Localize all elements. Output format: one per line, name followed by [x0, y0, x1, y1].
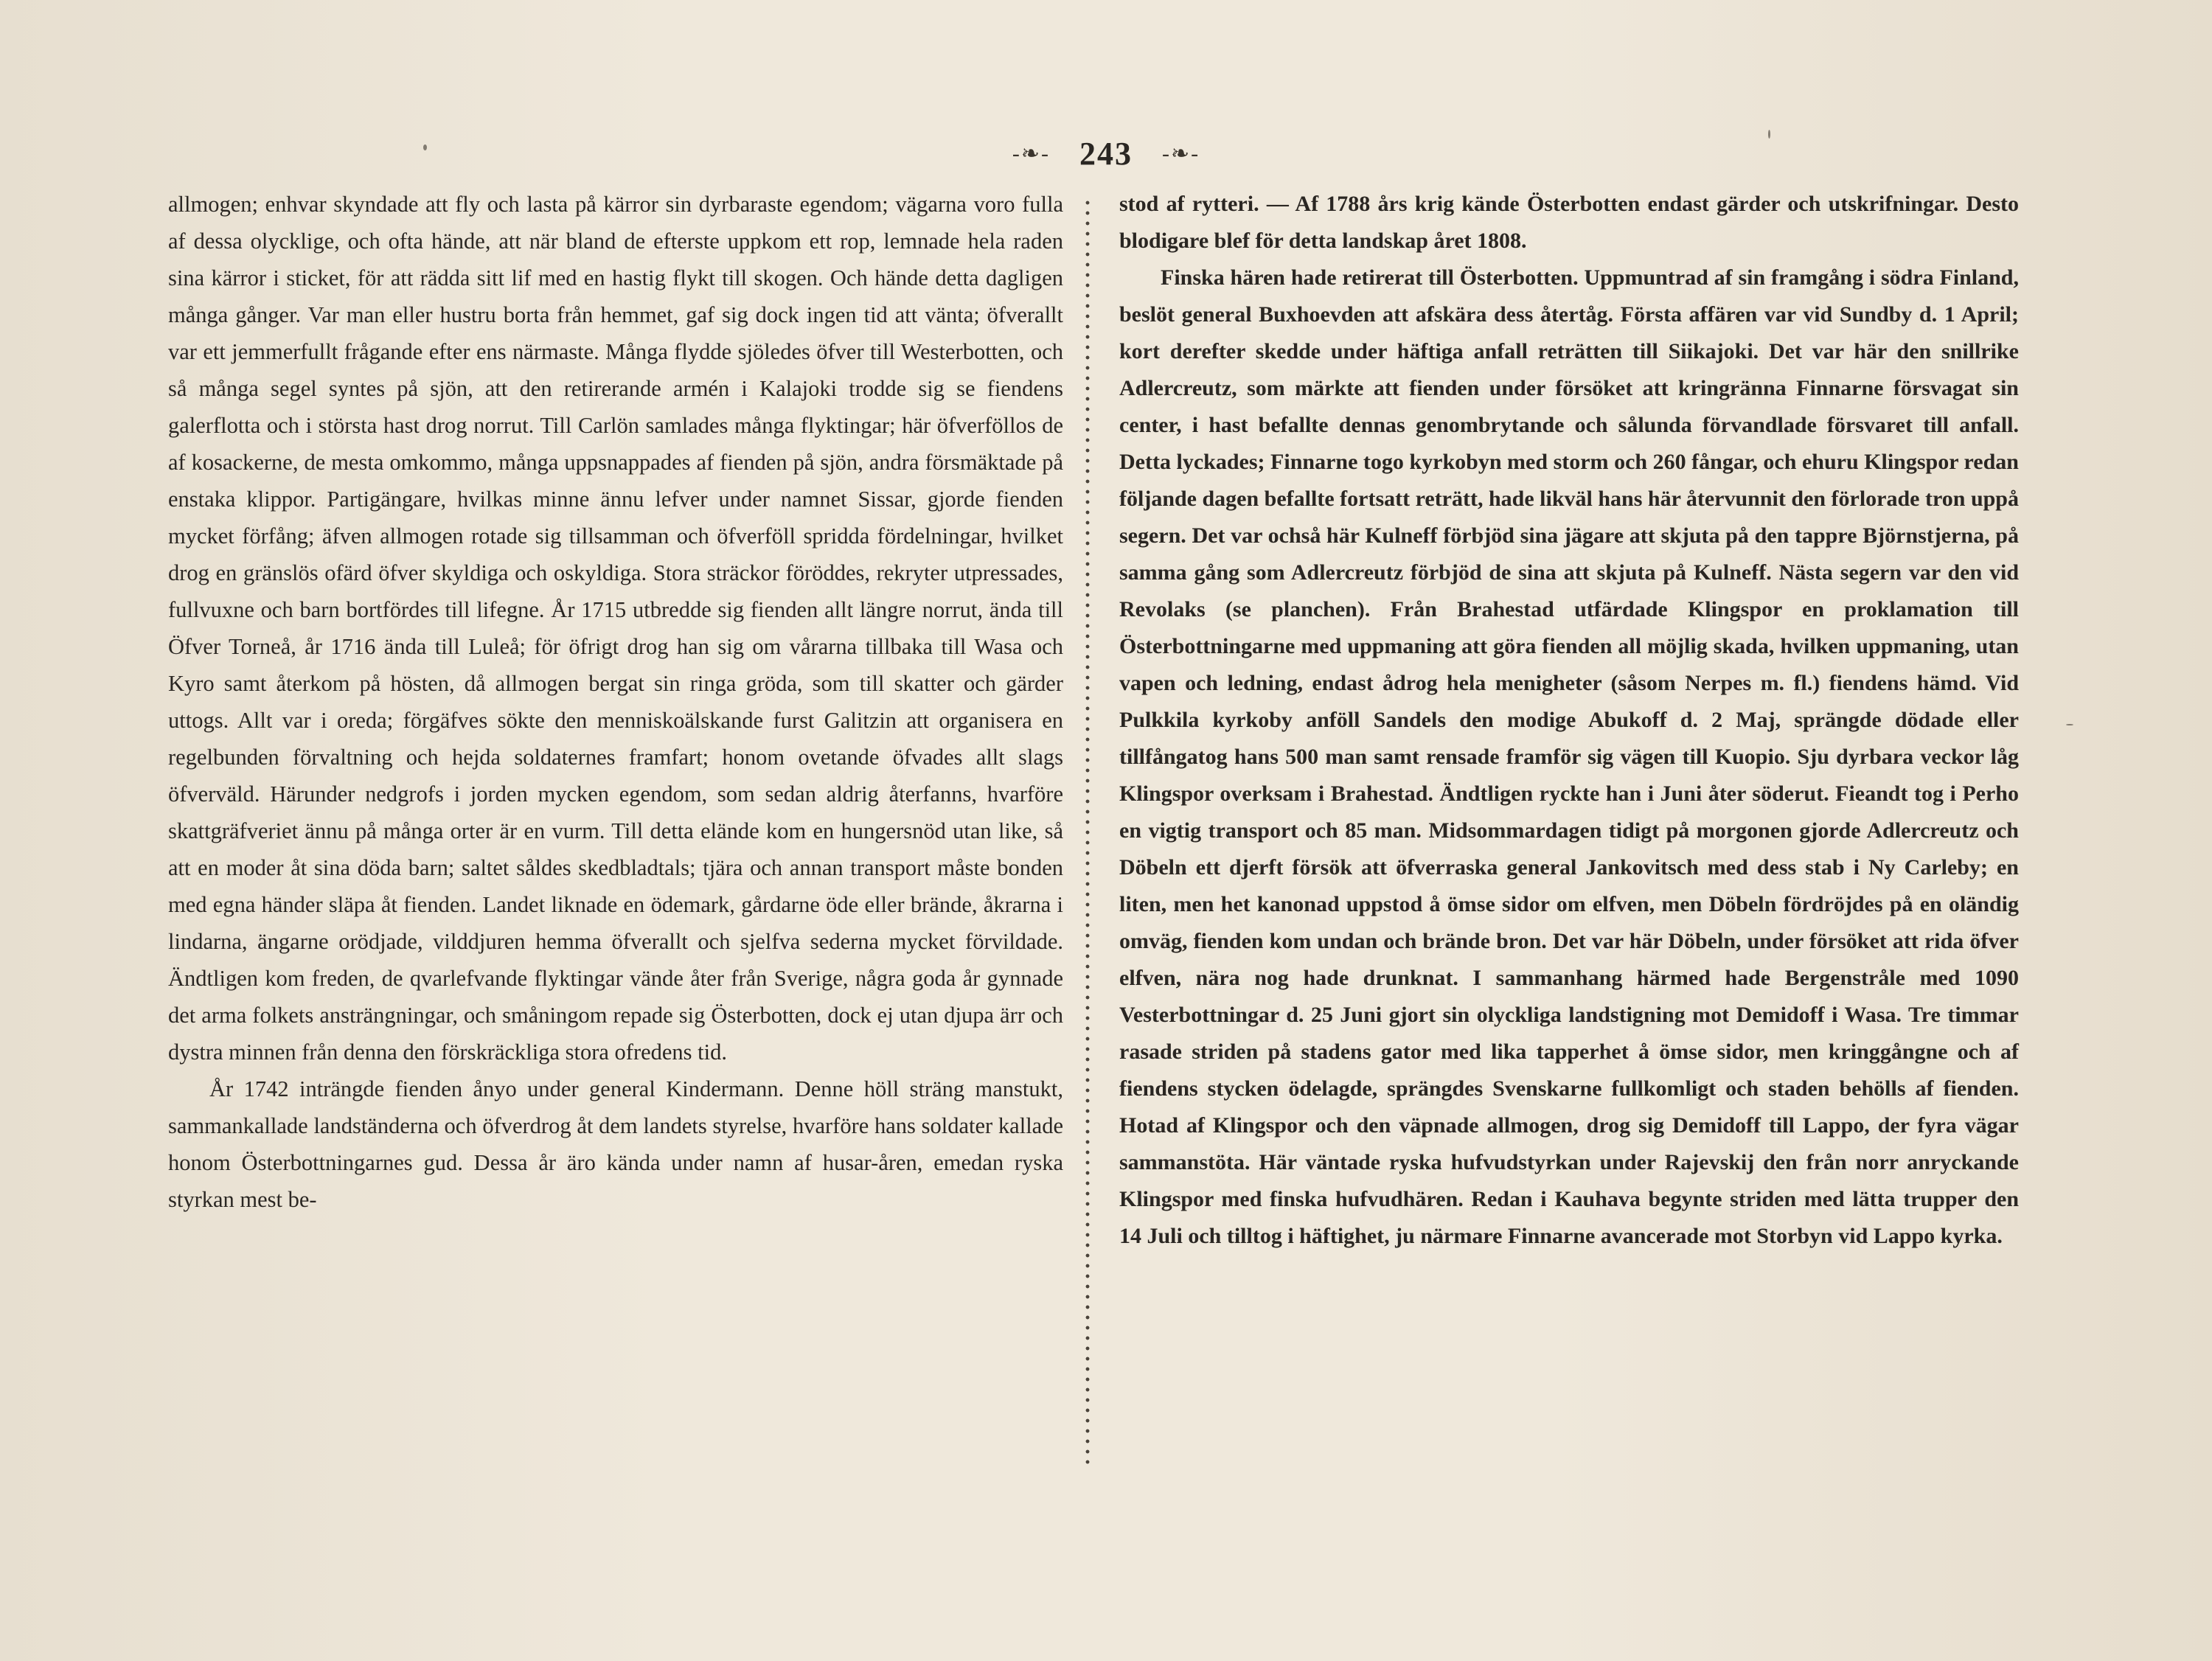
column-divider: [1083, 198, 1092, 1466]
page-number: 243: [1079, 135, 1133, 172]
ornament-right: -❧-: [1162, 141, 1200, 166]
right-column: [1119, 186, 2019, 1255]
left-column: [168, 186, 1063, 1218]
page-header: [959, 131, 1253, 175]
right-paragraph-2: Finska hären hade retirerat till Österbotten. Uppmuntrad af sin framgång i södra Finland, beslöt general Buxhoevden att afskära dess återtåg. Första affären var vid Sundby d. 1 April; kort derefter skedde under häftiga anfall reträtten till Siikajoki. Det var här den snillrike Adlercreutz, som märkte att fienden under försöket att kringränna Finnarne försvagat sin center, i hast befallte dennas genombrytande och sålunda förvandlade försvaret till anfall. Detta lyckades; Finnarne togo kyrkobyn med storm och 260 fångar, och ehuru Klingspor redan följande dagen befallte fortsatt reträtt, hade likväl hans här återvunnit den förlorade tron uppå segern. Det var ochså här Kulneff förbjöd sina jägare att skjuta på den tappre Björnstjerna, på samma gång som Adlercreutz förbjöd de sina att skjuta på Kulneff. Nästa segern var den vid Revolaks (se planchen). Från Brahestad utfärdade Klingspor en proklamation till Österbottningarne med uppmaning att göra fienden all möjlig skada, hvilken uppmaning, utan vapen och ledning, endast ådrog hela menigheter (såsom Nerpes m. fl.) fiendens hämd. Vid Pulkkila kyrkoby anföll Sandels den modige Abukoff d. 2 Maj, sprängde dödade eller tillfångatog hans 500 man samt rensade framför sig vägen till Kuopio. Sju dyrbara veckor låg Klingspor overksam i Brahestad. Ändtligen ryckte han i Juni åter söderut. Fieandt tog i Perho en vigtig transport och 85 man. Midsommardagen tidigt på morgonen gjorde Adlercreutz och Döbeln ett djerft försök att öfverraska general Jankovitsch med dess stab i Ny Carleby; en liten, men het kanonad uppstod å ömse sidor om elfven, men Döbeln fördröjdes på en oländig omväg, fienden kom undan och brände bron. Det var här Döbeln, under försöket att rida öfver elfven, nära nog hade drunknat. I sammanhang härmed hade Bergenstråle med 1090 Vesterbottningar d. 25 Juni gjort sin olyckliga landstigning mot Demidoff i Wasa. Tre timmar rasade striden på stadens gator med lika tapperhet å ömse sidor, men kringgångne och af fiendens stycken ödelagde, sprängdes Svenskarne fullkomligt och staden behölls af fienden. Hotad af Klingspor och den väpnade allmogen, drog sig Demidoff till Lappo, der fyra vägar sammanstöta. Här väntade ryska hufvudstyrkan under Rajevskij den från norr anryckande Klingspor med finska hufvudhären. Redan i Kauhava begynte striden med lätta trupper den 14 Juli och tilltog i häftighet, ju närmare Finnarne avancerade mot Storbyn vid Lappo kyrka.: [1119, 265, 2019, 1248]
print-speck: [423, 144, 427, 150]
left-paragraph-2: År 1742 inträngde fienden ånyo under general Kindermann. Denne höll sträng manstukt, sammankallade landständerna och öfverdrog åt dem landets styrelse, hvarföre hans soldater kallade honom Österbottningarnes gud. Dessa år äro kända under namn af husar-åren, emedan ryska styrkan mest be-: [168, 1076, 1063, 1212]
print-speck: [1768, 130, 1770, 139]
ornament-left: -❧-: [1012, 141, 1050, 166]
print-speck: [2066, 724, 2073, 725]
right-paragraph-1: stod af rytteri. — Af 1788 års krig kände Österbotten endast gärder och utskrifningar. Desto blodigare blef för detta landskap året 1808.: [1119, 192, 2019, 253]
left-paragraph-1: allmogen; enhvar skyndade att fly och lasta på kärror sin dyrbaraste egendom; vägarna voro fulla af dessa olycklige, och ofta hände, att när bland de efterste uppkom ett rop, lemnade hela raden sina kärror i sticket, för att rädda sitt lif med en hastig flykt till skogen. Och hände detta dagligen många gånger. Var man eller hustru borta från hemmet, gaf sig dock ingen tid att vänta; öfverallt var ett jemmerfullt frågande efter ens närmaste. Många flydde sjöledes öfver till Westerbotten, och så många segel syntes på sjön, att den retirerande armén i Kalajoki trodde sig se fiendens galerflotta och i största hast drog norrut. Till Carlön samlades många flyktingar; här öfverföllos de af kosackerne, de mesta omkommo, många uppsnappades af fienden på sjön, andra försmäktade på enstaka klippor. Partigängare, hvilkas minne ännu lefver under namnet Sissar, gjorde fienden mycket förfång; äfven allmogen rotade sig tillsamman och öfverföll spridda fördelningar, hvilket drog en gränslös ofärd öfver skyldiga och oskyldiga. Stora sträckor föröddes, rekryter utpressades, fullvuxne och barn bortfördes till lifegne. År 1715 utbredde sig fienden allt längre norrut, ända till Öfver Torneå, år 1716 ända till Luleå; för öfrigt drog han sig om vårarna tillbaka till Wasa och Kyro samt återkom på hösten, då allmogen bergat sin ringa gröda, som till skatter och gärder uttogs. Allt var i oreda; förgäfves sökte den menniskoälskande furst Galitzin att organisera en regelbunden förvaltning och hejda soldaternes framfart; honom ovetande öfvades allt slags öfverväld. Härunder nedgrofs i jorden mycken egendom, som sedan aldrig återfanns, hvarföre skattgräfveriet ännu på många orter är en vurm. Till detta elände kom en hungersnöd utan like, så att en moder åt sina döda barn; saltet såldes skedbladtals; tjära och annan transport måste bonden med egna händer släpa åt fienden. Landet liknade en ödemark, gårdarne öde eller brände, åkrarna i lindarna, ängarne orödjade, vilddjuren hemma öfverallt och sjelfva sederna mycket förvildade. Ändtligen kom freden, de qvarlefvande flyktingar vände åter från Sverige, några goda år gynnade det arma folkets ansträngningar, och småningom repade sig Österbotten, dock ej utan djupa ärr och dystra minnen från denna den förskräckliga stora ofredens tid.: [168, 192, 1063, 1065]
